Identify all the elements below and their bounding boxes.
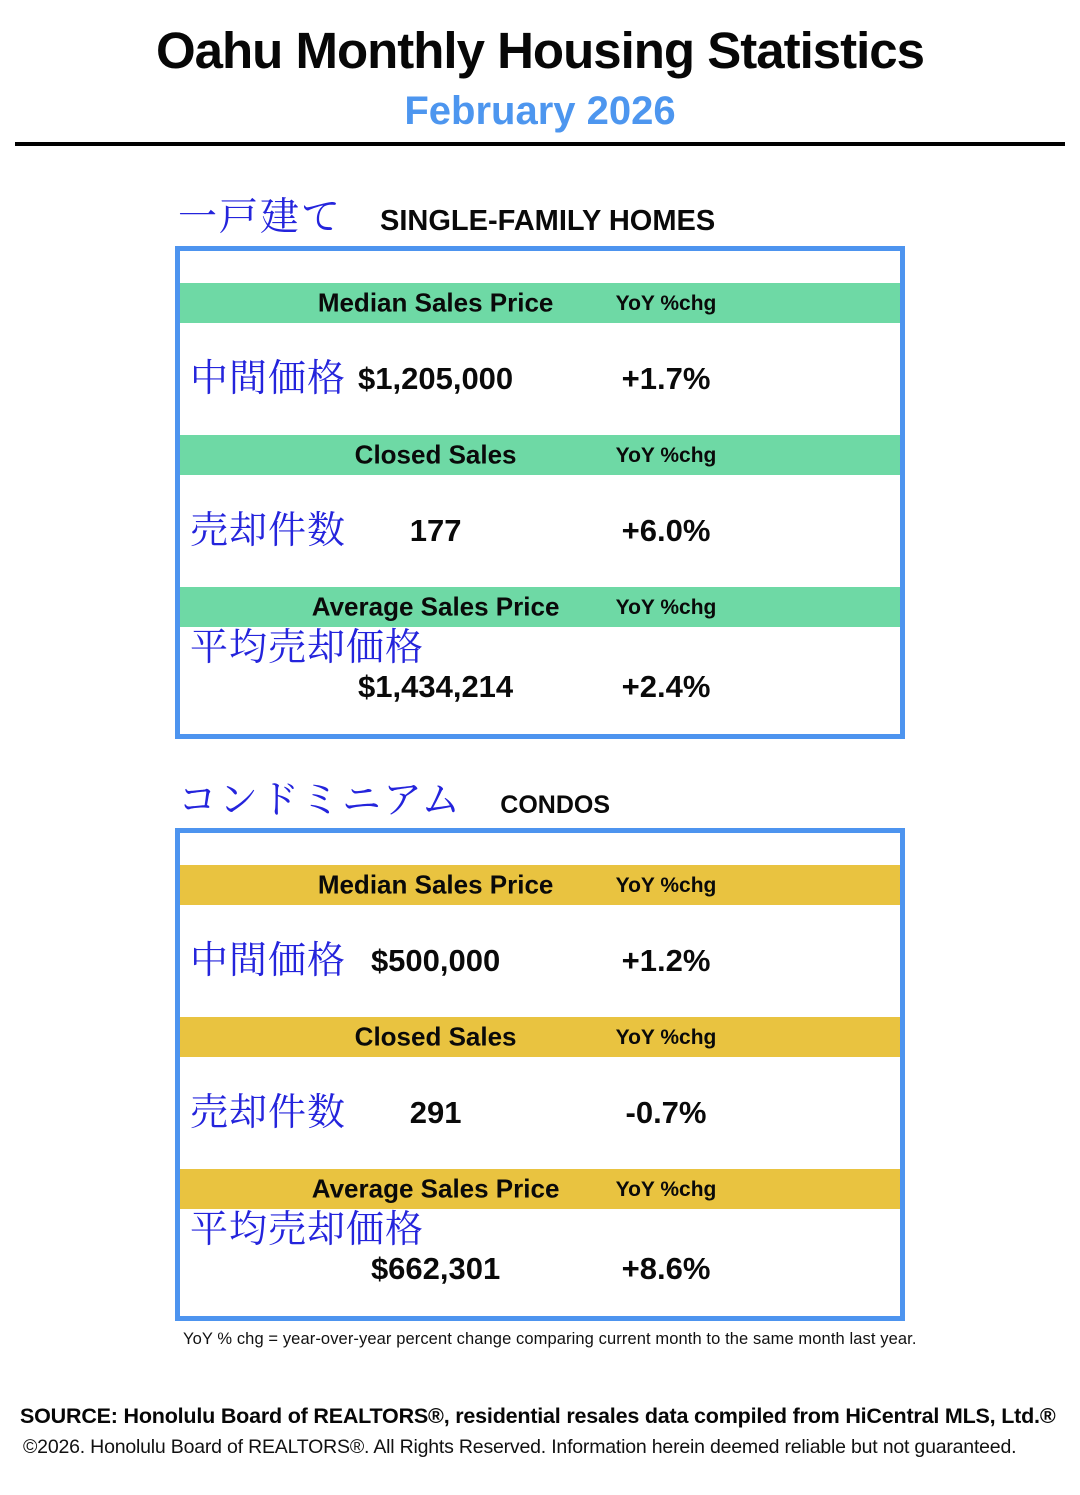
yoy-change-value: -0.7% (625, 1094, 707, 1130)
yoy-column-label: YoY %chg (615, 595, 717, 619)
condos-japanese-title: コンドミニアム (178, 778, 463, 822)
yoy-column-label: YoY %chg (615, 1177, 717, 1201)
source-attribution: SOURCE: Honolulu Board of REALTORS®, residential resales data compiled from HiCentral MLS, Ltd.® (20, 1404, 1056, 1428)
metric-value: 177 (409, 512, 462, 548)
condos-stat-box (175, 828, 905, 1321)
average-sales-price-header-bar (180, 587, 900, 627)
single-family-japanese-title: 一戸建て (178, 195, 343, 239)
average-sales-price-header-bar (180, 1169, 900, 1209)
metric-value: $500,000 (370, 942, 501, 978)
metric-label: Median Sales Price (317, 287, 554, 318)
median-sales-price-header-bar (180, 283, 900, 323)
closed-sales-header-bar (180, 435, 900, 475)
metric-value: $1,205,000 (358, 360, 514, 396)
median-sales-price-header-bar (180, 865, 900, 905)
page-title: Oahu Monthly Housing Statistics (155, 22, 925, 79)
japanese-metric-label: 中間価格 (190, 939, 347, 982)
yoy-change-value: +2.4% (621, 668, 711, 704)
japanese-metric-label: 平均売却価格 (190, 626, 425, 669)
yoy-change-value: +6.0% (621, 512, 711, 548)
metric-value: $1,434,214 (358, 668, 514, 704)
closed-sales-row (180, 1057, 900, 1169)
yoy-change-value: +1.2% (621, 942, 711, 978)
yoy-change-value: +8.6% (621, 1250, 711, 1286)
metric-label: Median Sales Price (317, 869, 554, 900)
yoy-column-label: YoY %chg (615, 873, 717, 897)
yoy-column-label: YoY %chg (615, 291, 717, 315)
yoy-change-value: +1.7% (621, 360, 711, 396)
section-single-family (175, 195, 905, 739)
japanese-metric-label: 売却件数 (190, 509, 347, 552)
average-sales-price-row (180, 1209, 900, 1316)
median-sales-price-row (180, 323, 900, 435)
metric-value: $662,301 (370, 1250, 501, 1286)
metric-label: Average Sales Price (311, 1173, 560, 1204)
median-sales-price-row (180, 905, 900, 1017)
condos-heading (175, 778, 905, 822)
single-family-stat-box (175, 246, 905, 739)
japanese-metric-label: 平均売却価格 (190, 1208, 425, 1251)
yoy-column-label: YoY %chg (615, 1025, 717, 1049)
title-divider (15, 142, 1065, 146)
average-sales-price-row (180, 627, 900, 734)
japanese-metric-label: 売却件数 (190, 1091, 347, 1134)
spacer (180, 251, 900, 283)
metric-label: Closed Sales (354, 439, 517, 470)
closed-sales-row (180, 475, 900, 587)
metric-label: Average Sales Price (311, 591, 560, 622)
yoy-definition-footnote: YoY % chg = year-over-year percent change comparing current month to the same month last year. (183, 1329, 917, 1348)
spacer (180, 833, 900, 865)
yoy-column-label: YoY %chg (615, 443, 717, 467)
copyright-notice: ©2026. Honolulu Board of REALTORS®. All Rights Reserved. Information herein deemed reliable but not guaranteed. (23, 1436, 1017, 1458)
report-month: February 2026 (404, 88, 676, 133)
single-family-heading (175, 195, 905, 239)
japanese-metric-label: 中間価格 (190, 357, 347, 400)
section-condos (175, 778, 905, 1321)
condos-english-title: CONDOS (500, 790, 611, 819)
page-footer (0, 1404, 1080, 1459)
metric-value: 291 (409, 1094, 462, 1130)
closed-sales-header-bar (180, 1017, 900, 1057)
single-family-english-title: SINGLE-FAMILY HOMES (380, 204, 716, 237)
metric-label: Closed Sales (354, 1021, 517, 1052)
